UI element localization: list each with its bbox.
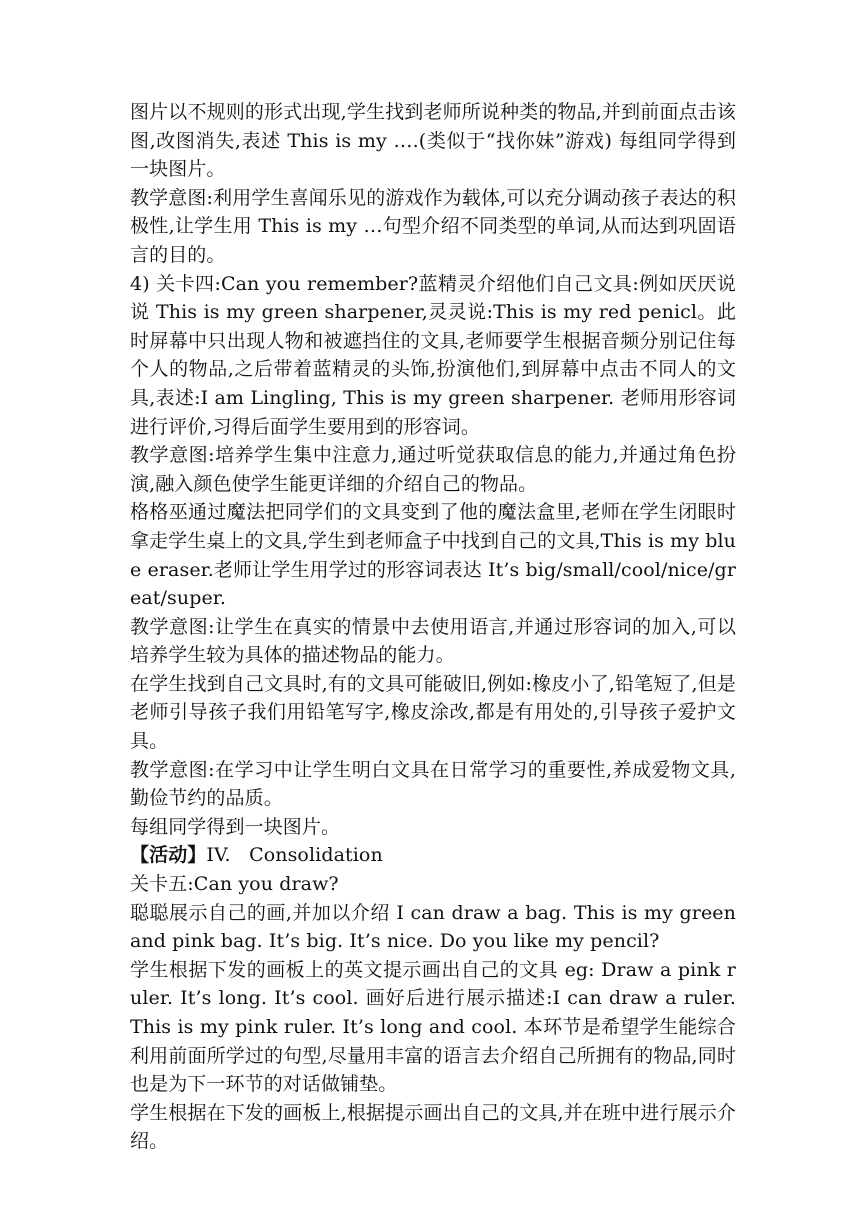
paragraph-teaching-intent-4: 教学意图:在学习中让学生明白文具在日常学习的重要性,养成爱物文具,勤俭节约的品质。 [130, 758, 736, 810]
paragraph-student-drawing: 学生根据下发的画板上的英文提示画出自己的文具 eg: Draw a pink ruler. It’s long. It’s cool. 画好后进行展示描述:I can draw a ruler. This is my pink ruler. It’s long and cool. 本环节是希望学生能综合利用前面所学过的句型,尽量用丰富的语言去介绍自己所拥有的物品,同时也是为下一环节的对话做铺垫。 [130, 958, 736, 1096]
paragraph-teaching-intent-2: 教学意图:培养学生集中注意力,通过听觉获取信息的能力,并通过角色扮演,融入颜色使学生能更详细的介绍自己的物品。 [130, 444, 736, 495]
paragraph-care-for-stationery: 在学生找到自己文具时,有的文具可能破旧,例如:橡皮小了,铅笔短了,但是老师引导孩子我们用铅笔写字,橡皮涂改,都是有用处的,引导孩子爱护文具。 [130, 672, 736, 753]
section-title: IV. Consolidation [206, 844, 383, 867]
paragraph-game-description: 图片以不规则的形式出现,学生找到老师所说种类的物品,并到前面点击该图,改图消失,表述 This is my ….(类似于“找你妹”游戏) 每组同学得到一块图片。 [130, 101, 736, 181]
paragraph-teaching-intent-3: 教学意图:让学生在真实的情景中去使用语言,并通过形容词的加入,可以培养学生较为具体的描述物品的能力。 [130, 615, 736, 667]
paragraph-congcong-drawing: 聪聪展示自己的画,并加以介绍 I can draw a bag. This is my green and pink bag. It’s big. It’s nice. Do you like my pencil? [130, 901, 736, 953]
paragraph-group-picture: 每组同学得到一块图片。 [130, 815, 341, 838]
paragraph-level-five: 关卡五:Can you draw? [130, 873, 339, 896]
document-body [130, 98, 736, 1156]
paragraph-teaching-intent-1: 教学意图:利用学生喜闻乐见的游戏作为载体,可以充分调动孩子表达的积极性,让学生用 This is my …句型介绍不同类型的单词,从而达到巩固语言的目的。 [130, 186, 736, 266]
paragraph-level-four: 4) 关卡四:Can you remember?蓝精灵介绍他们自己文具:例如厌厌说说 This is my green sharpener,灵灵说:This is my red penicl。此时屏幕中只出现人物和被遮挡住的文具,老师要学生根据音频分别记住每个人的物品,之后带着蓝精灵的头饰,扮演他们,到屏幕中点击不同人的文具,表述:I am Lingling, This is my green sharpener. 老师用形容词进行评价,习得后面学生要用到的形容词。 [130, 272, 736, 438]
section-heading [130, 841, 736, 870]
paragraph-class-presentation: 学生根据在下发的画板上,根据提示画出自己的文具,并在班中进行展示介绍。 [130, 1101, 736, 1153]
paragraph-magic-box: 格格巫通过魔法把同学们的文具变到了他的魔法盒里,老师在学生闭眼时拿走学生桌上的文具,学生到老师盒子中找到自己的文具,This is my blue eraser.老师让学生用学过的形容词表达 It’s big/small/cool/nice/great/super. [130, 501, 736, 610]
section-bracket-label: 【活动】 [130, 844, 207, 867]
